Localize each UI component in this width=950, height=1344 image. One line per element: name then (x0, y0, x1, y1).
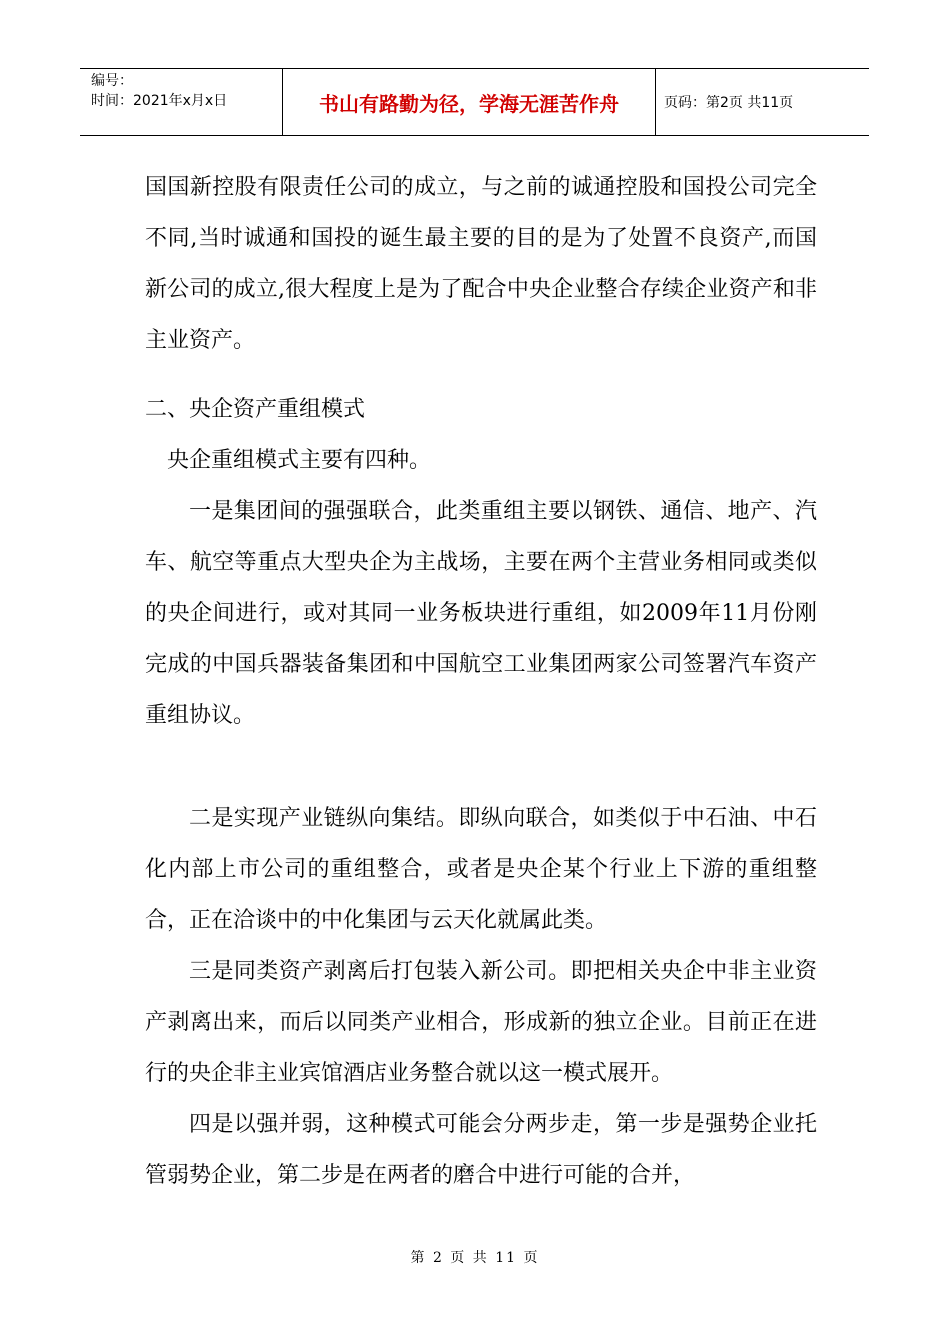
paragraph: 国国新控股有限责任公司的成立，与之前的诚通控股和国投公司完全不同,当时诚通和国投的诞生最主要的目的是为了处置不良资产,而国新公司的成立,很大程度上是为了配合中央企业整合存续企业资产和非主业资产。 (145, 175, 817, 353)
section-heading: 二、央企资产重组模式 (145, 397, 366, 422)
paragraph: 三是同类资产剥离后打包装入新公司。即把相关央企中非主业资产剥离出来，而后以同类产业相合，形成新的独立企业。目前正在进行的央企非主业宾馆酒店业务整合就以这一模式展开。 (145, 959, 817, 1086)
document-body (145, 162, 817, 1201)
header-meta (91, 71, 227, 111)
paragraph: 央企重组模式主要有四种。 (167, 448, 432, 473)
paragraph: 四是以强并弱，这种模式可能会分两步走，第一步是强势企业托管弱势企业，第二步是在两者的磨合中进行可能的合并， (145, 1112, 817, 1188)
header-page-number: 页码：第2页 共11页 (664, 95, 794, 111)
serial-number-label: 编号： (91, 73, 133, 89)
page-header (80, 68, 869, 136)
page-footer: 第 2 页 共 11 页 (410, 1250, 540, 1266)
header-divider (655, 69, 656, 135)
paragraph: 一是集团间的强强联合，此类重组主要以钢铁、通信、地产、汽车、航空等重点大型央企为主战场，主要在两个主营业务相同或类似的央企间进行，或对其同一业务板块进行重组，如2009年11月份刚完成的中国兵器装备集团和中国航空工业集团两家公司签署汽车资产重组协议。 (145, 499, 817, 728)
header-motto: 书山有路勤为径，学海无涯苦作舟 (319, 91, 619, 116)
paragraph: 二是实现产业链纵向集结。即纵向联合，如类似于中石油、中石化内部上市公司的重组整合，或者是央企某个行业上下游的重组整合，正在洽谈中的中化集团与云天化就属此类。 (145, 806, 817, 933)
date-label: 时间：2021年x月x日 (91, 93, 228, 109)
